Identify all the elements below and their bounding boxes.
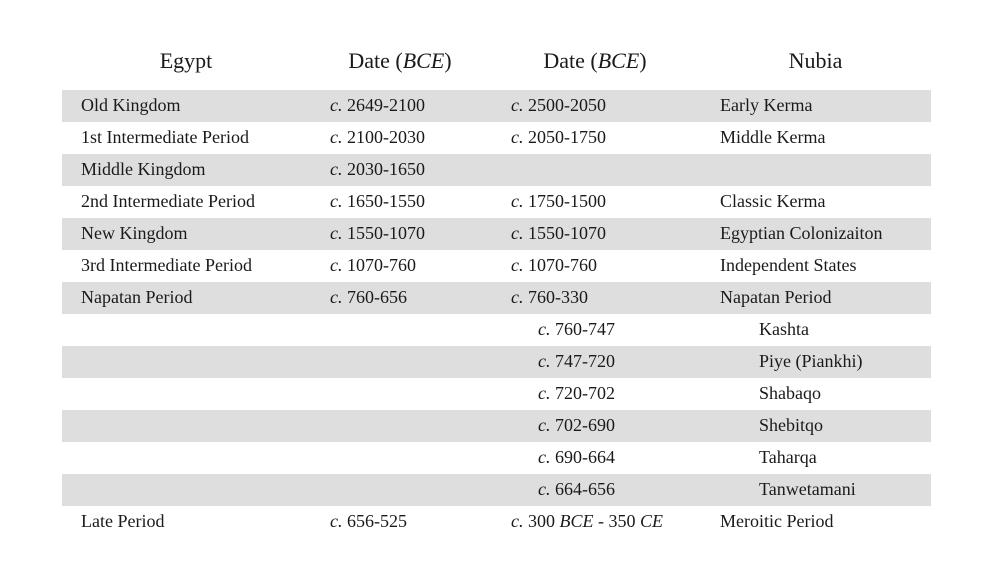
circa-marker: c. — [511, 191, 524, 211]
nubia-date — [538, 383, 615, 404]
circa-marker: c. — [330, 191, 343, 211]
nubia-date — [511, 287, 588, 308]
circa-marker: c. — [538, 479, 551, 499]
table-row — [62, 314, 931, 346]
circa-marker: c. — [538, 383, 551, 403]
nubia-date — [511, 95, 606, 116]
date-value: 2030-1650 — [347, 159, 425, 179]
date-value: 690-664 — [555, 447, 615, 467]
date-value: 747-720 — [555, 351, 615, 371]
date-value: 2649-2100 — [347, 95, 425, 115]
date-part: 300 — [528, 511, 560, 531]
table-row — [62, 410, 931, 442]
egypt-date — [330, 159, 425, 180]
nubia-period: Independent States — [720, 255, 857, 275]
date-value: 656-525 — [347, 511, 407, 531]
nubia-ruler: Kashta — [759, 319, 809, 339]
circa-marker: c. — [330, 95, 343, 115]
nubia-date — [538, 319, 615, 340]
nubia-period: Meroitic Period — [720, 511, 834, 531]
table-row — [62, 186, 931, 218]
date-value: 2500-2050 — [528, 95, 606, 115]
table-row — [62, 346, 931, 378]
circa-marker: c. — [330, 511, 343, 531]
nubia-date — [511, 223, 606, 244]
date-value: 664-656 — [555, 479, 615, 499]
date-value: 2100-2030 — [347, 127, 425, 147]
circa-marker: c. — [511, 223, 524, 243]
date-value: 1650-1550 — [347, 191, 425, 211]
egypt-date — [330, 511, 407, 532]
nubia-ruler: Piye (Piankhi) — [759, 351, 863, 371]
table-row — [62, 154, 931, 186]
table-row — [62, 378, 931, 410]
circa-marker: c. — [511, 95, 524, 115]
date-part: - 350 — [593, 511, 640, 531]
date-value: 1070-760 — [528, 255, 597, 275]
date-part: CE — [640, 511, 664, 531]
date-value: 1550-1070 — [528, 223, 606, 243]
table-header-row — [62, 44, 931, 90]
table-body — [62, 90, 931, 538]
egypt-date — [330, 255, 416, 276]
nubia-date — [538, 415, 615, 436]
date-value: 760-747 — [555, 319, 615, 339]
circa-marker: c. — [511, 511, 524, 531]
nubia-ruler: Tanwetamani — [759, 479, 856, 499]
egypt-date — [330, 127, 425, 148]
nubia-date — [511, 191, 606, 212]
egypt-date — [330, 287, 407, 308]
nubia-date — [538, 351, 615, 372]
circa-marker: c. — [538, 351, 551, 371]
egypt-period: Late Period — [81, 511, 165, 531]
nubia-date — [538, 447, 615, 468]
date-value: 1750-1500 — [528, 191, 606, 211]
egypt-date — [330, 95, 425, 116]
nubia-ruler: Shabaqo — [759, 383, 821, 403]
date-value: 720-702 — [555, 383, 615, 403]
circa-marker: c. — [330, 255, 343, 275]
table-row — [62, 506, 931, 538]
egypt-date — [330, 191, 425, 212]
nubia-date — [538, 479, 615, 500]
table-row — [62, 218, 931, 250]
egypt-period: 1st Intermediate Period — [81, 127, 249, 147]
nubia-period: Classic Kerma — [720, 191, 826, 211]
chronology-table — [62, 44, 931, 538]
nubia-period: Middle Kerma — [720, 127, 826, 147]
circa-marker: c. — [511, 127, 524, 147]
nubia-date — [511, 127, 606, 148]
header-date-egypt: Date (BCE) — [348, 48, 452, 73]
header-egypt: Egypt — [159, 48, 213, 73]
nubia-date — [511, 511, 663, 532]
circa-marker: c. — [511, 255, 524, 275]
header-date-nubia: Date (BCE) — [543, 48, 647, 73]
egypt-period: New Kingdom — [81, 223, 188, 243]
circa-marker: c. — [330, 223, 343, 243]
date-value: 2050-1750 — [528, 127, 606, 147]
table-row — [62, 282, 931, 314]
nubia-date — [511, 255, 597, 276]
egypt-date — [330, 223, 425, 244]
circa-marker: c. — [511, 287, 524, 307]
table-row — [62, 250, 931, 282]
circa-marker: c. — [538, 415, 551, 435]
date-value: 1550-1070 — [347, 223, 425, 243]
circa-marker: c. — [538, 319, 551, 339]
circa-marker: c. — [538, 447, 551, 467]
nubia-period: Egyptian Colonizaiton — [720, 223, 883, 243]
circa-marker: c. — [330, 287, 343, 307]
egypt-period: Napatan Period — [81, 287, 193, 307]
table-row — [62, 122, 931, 154]
table-row — [62, 474, 931, 506]
egypt-period: Middle Kingdom — [81, 159, 206, 179]
nubia-ruler: Shebitqo — [759, 415, 824, 435]
circa-marker: c. — [330, 159, 343, 179]
nubia-period: Napatan Period — [720, 287, 832, 307]
date-value: 1070-760 — [347, 255, 416, 275]
nubia-ruler: Taharqa — [759, 447, 817, 467]
egypt-period: 2nd Intermediate Period — [81, 191, 255, 211]
table-row — [62, 442, 931, 474]
table-row — [62, 90, 931, 122]
date-part: BCE — [559, 511, 594, 531]
date-value: 702-690 — [555, 415, 615, 435]
circa-marker: c. — [330, 127, 343, 147]
date-value: 760-656 — [347, 287, 407, 307]
egypt-period: 3rd Intermediate Period — [81, 255, 252, 275]
date-value: 760-330 — [528, 287, 588, 307]
egypt-period: Old Kingdom — [81, 95, 181, 115]
header-nubia: Nubia — [788, 48, 843, 73]
nubia-period: Early Kerma — [720, 95, 813, 115]
